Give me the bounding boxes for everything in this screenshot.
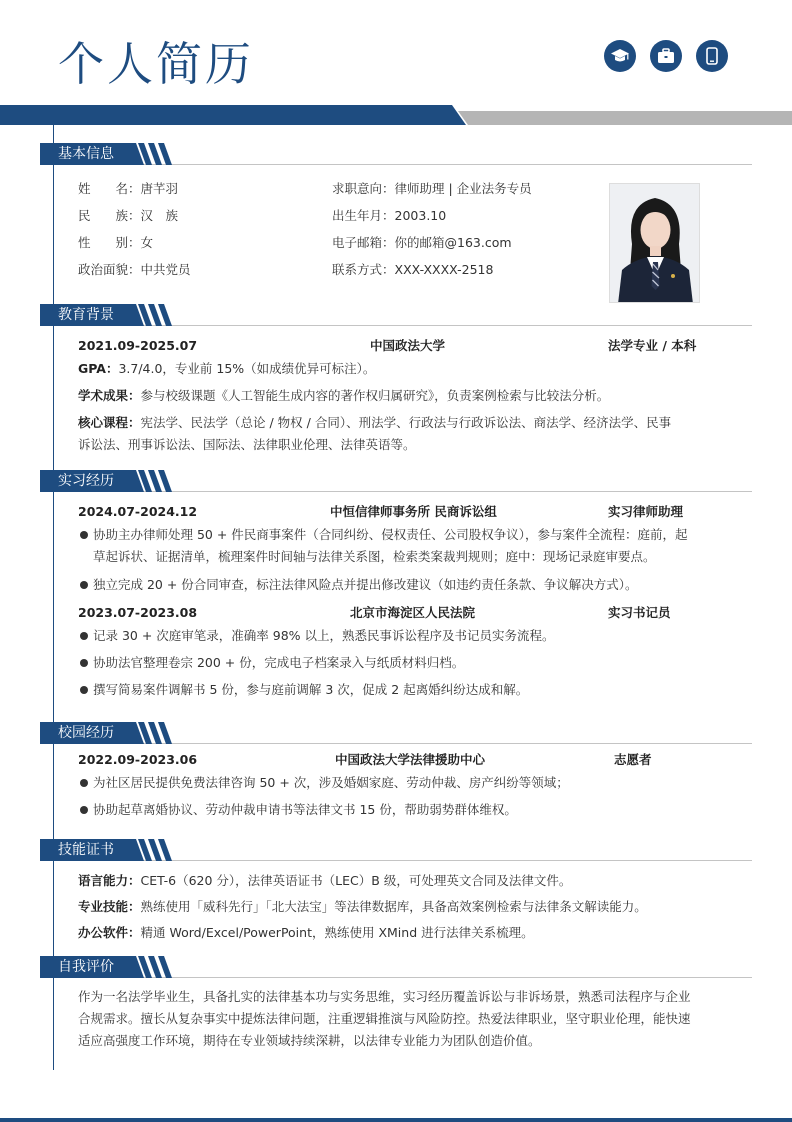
gpa-row: [78, 360, 375, 378]
ethnic-value: 汉 族: [140, 208, 179, 223]
name-value: 唐芊羽: [140, 181, 179, 196]
email-label: 电子邮箱：: [332, 235, 395, 250]
section-title: 校园经历: [58, 725, 114, 741]
bullet-dot: [80, 779, 88, 787]
intern1-period: 2024.07-2024.12: [78, 504, 198, 519]
graduation-cap-icon: [604, 40, 636, 72]
intent-label: 求职意向：: [332, 181, 395, 196]
office-row: [78, 924, 534, 942]
section-title: 实习经历: [58, 473, 114, 489]
political-row: [78, 261, 191, 279]
lang-label: 语言能力：: [78, 873, 141, 888]
birth-row: [332, 207, 446, 225]
campus-org: 中国政法大学法律援助中心: [335, 752, 486, 767]
research-label: 学术成果：: [78, 388, 141, 403]
email-row: [332, 234, 512, 252]
edu-school: 中国政法大学: [370, 338, 446, 353]
bullet-dot: [80, 686, 88, 694]
political-label: 政治面貌：: [78, 262, 141, 277]
intern1-bullet2: 独立完成 20 + 份合同审查，标注法律风险点并提出修改建议（如违约责任条款、争议解决方式）。: [93, 577, 638, 592]
courses-label: 核心课程：: [78, 415, 141, 430]
campus-role: 志愿者: [614, 752, 652, 767]
lang-row: [78, 872, 571, 890]
pro-row: [78, 898, 647, 916]
header-band: [0, 105, 792, 125]
courses-value: 宪法学、民法学（总论 / 物权 / 合同）、刑法学、行政法与行政诉讼法、商法学、经济法学、民事: [140, 415, 672, 430]
courses-continued: 诉讼法、刑事诉讼法、国际法、法律职业伦理、法律英语等。: [78, 437, 416, 452]
office-value: 精通 Word/Excel/PowerPoint，熟练使用 XMind 进行法律关系梳理。: [140, 925, 534, 940]
briefcase-icon: [650, 40, 682, 72]
campus-period: 2022.09-2023.06: [78, 752, 198, 767]
section-title: 技能证书: [58, 842, 114, 858]
intern1-role: 实习律师助理: [608, 504, 684, 519]
name-label: 姓 名：: [78, 181, 141, 196]
gender-value: 女: [140, 235, 154, 250]
intern2-role: 实习书记员: [608, 605, 671, 620]
intern2-bullet3: 撰写简易案件调解书 5 份，参与庭前调解 3 次，促成 2 起离婚纠纷达成和解。: [93, 682, 529, 697]
section-header-skills: [40, 839, 752, 861]
self-line3: 适应高强度工作环境，期待在专业领域持续深耕，以法律专业能力为团队创造价值。: [78, 1033, 541, 1048]
pro-value: 熟练使用「威科先行」「北大法宝」等法律数据库，具备高效案例检索与法律条文解读能力。: [140, 899, 647, 914]
intern1-bullet1-line2: 草起诉状、证据清单，梳理案件时间轴与法律关系图，检索类案裁判规则；庭中：现场记录庭审要点。: [93, 549, 656, 564]
bullet-dot: [80, 632, 88, 640]
research-row: [78, 387, 609, 405]
intern1-bullet1-line1: 协助主办律师处理 50 + 件民商事案件（合同纠纷、侵权责任、公司股权争议），参与案件全流程：庭前，起: [93, 527, 688, 542]
email-value: 你的邮箱@163.com: [394, 235, 512, 250]
intern2-bullet1: 记录 30 + 次庭审笔录，准确率 98% 以上，熟悉民事诉讼程序及书记员实务流程。: [93, 628, 555, 643]
header-icons: [604, 40, 728, 72]
bullet-dot: [80, 531, 88, 539]
timeline-line: [53, 125, 54, 1070]
intent-row: [332, 180, 532, 198]
intern2-org: 北京市海淀区人民法院: [350, 605, 476, 620]
bullet-dot: [80, 581, 88, 589]
self-line1: 作为一名法学毕业生，具备扎实的法律基本功与实务思维，实习经历覆盖诉讼与非诉场景，熟悉司法程序与企业: [78, 989, 691, 1004]
section-header-self: [40, 956, 752, 978]
section-header-campus: [40, 722, 752, 744]
intern1-org: 中恒信律师事务所 民商诉讼组: [330, 504, 497, 519]
phone-value: XXX-XXXX-2518: [394, 262, 494, 277]
section-title: 教育背景: [58, 307, 114, 323]
gpa-label: GPA：: [78, 361, 119, 376]
section-header-basic: [40, 143, 752, 165]
phone-icon: [696, 40, 728, 72]
gender-row: [78, 234, 153, 252]
ethnic-row: [78, 207, 178, 225]
edu-major: 法学专业 / 本科: [608, 338, 697, 353]
campus-bullet2: 协助起草离婚协议、劳动仲裁申请书等法律文书 15 份，帮助弱势群体维权。: [93, 802, 517, 817]
office-label: 办公软件：: [78, 925, 141, 940]
courses-row: [78, 414, 671, 432]
research-value: 参与校级课题《人工智能生成内容的著作权归属研究》，负责案例检索与比较法分析。: [140, 388, 610, 403]
pro-label: 专业技能：: [78, 899, 141, 914]
section-title: 基本信息: [58, 146, 114, 162]
bullet-dot: [80, 659, 88, 667]
edu-period: 2021.09-2025.07: [78, 338, 198, 353]
phone-label: 联系方式：: [332, 262, 395, 277]
section-title: 自我评价: [58, 959, 114, 975]
intern2-period: 2023.07-2023.08: [78, 605, 198, 620]
self-line2: 合规需求。擅长从复杂事实中提炼法律问题，注重逻辑推演与风险防控。热爱法律职业，坚守职业伦理，能快速: [78, 1011, 691, 1026]
political-value: 中共党员: [140, 262, 191, 277]
phone-row: [332, 261, 493, 279]
bullet-dot: [80, 806, 88, 814]
section-header-education: [40, 304, 752, 326]
bottom-border: [0, 1118, 792, 1122]
intern2-bullet2: 协助法官整理卷宗 200 + 份，完成电子档案录入与纸质材料归档。: [93, 655, 465, 670]
birth-label: 出生年月：: [332, 208, 395, 223]
gender-label: 性 别：: [78, 235, 141, 250]
name-row: [78, 180, 178, 198]
campus-bullet1: 为社区居民提供免费法律咨询 50 + 次，涉及婚姻家庭、劳动仲裁、房产纠纷等领域；: [93, 775, 569, 790]
page-title: 个人简历: [58, 37, 254, 91]
ethnic-label: 民 族：: [78, 208, 141, 223]
gpa-value: 3.7/4.0，专业前 15%（如成绩优异可标注）。: [118, 361, 376, 376]
birth-value: 2003.10: [394, 208, 447, 223]
intent-value: 律师助理 | 企业法务专员: [394, 181, 532, 196]
profile-photo: [609, 183, 700, 303]
lang-value: CET-6（620 分），法律英语证书（LEC）B 级，可处理英文合同及法律文件。: [140, 873, 572, 888]
section-header-internship: [40, 470, 752, 492]
